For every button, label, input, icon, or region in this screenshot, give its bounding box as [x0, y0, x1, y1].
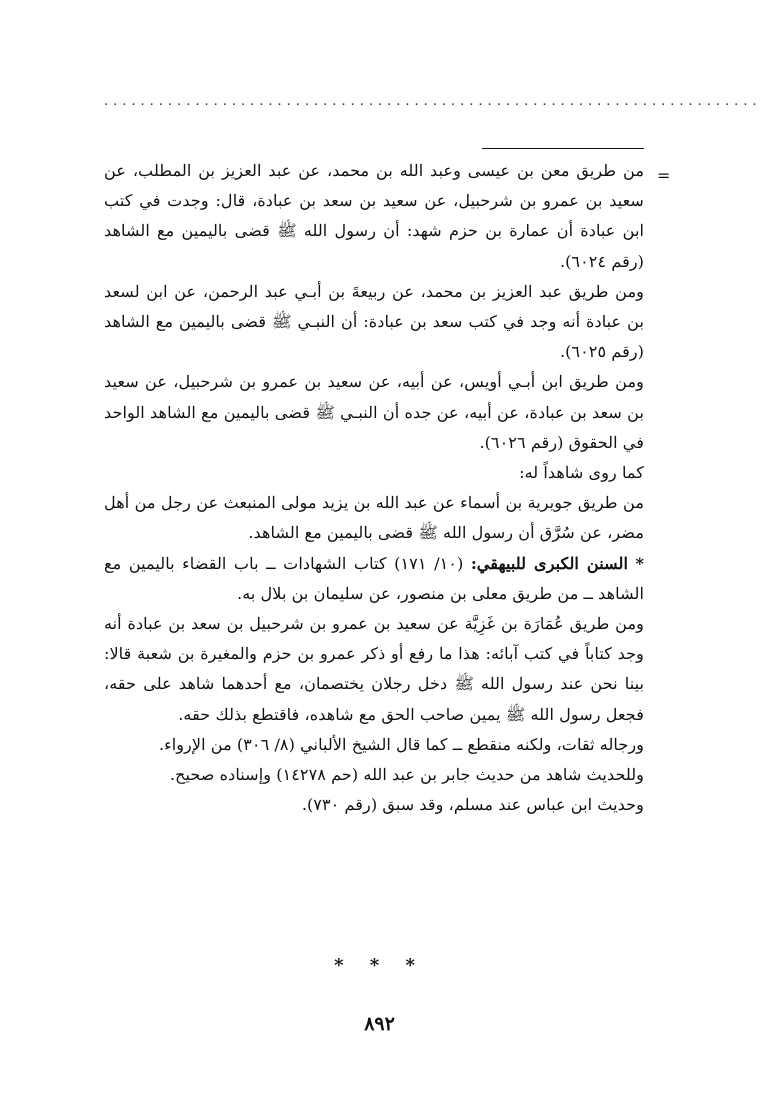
paragraph: من طريق معن بن عيسى وعبد الله بن محمد، عن عبد العزيز بن المطلب، عن سعيد بن عمرو بن شرحبيل، عن سعيد بن سعد بن عبادة، قال: وجدت في كتب ابن عبادة أن عمارة بن حزم شهد: أن رسول الله ﷺ قضى باليمين مع الشاهد (رقم ٦٠٢٤). — [104, 161, 644, 271]
paragraph: ورجاله ثقات، ولكنه منقطع ــ كما قال الشيخ الألباني (٨/ ٣٠٦) من الإرواء. — [158, 734, 644, 754]
source-citation — [104, 549, 644, 609]
header-dotted-line: ........................................................................ — [104, 94, 762, 109]
footnote-body — [104, 156, 644, 820]
source-marker: * — [635, 553, 644, 573]
paragraph: وحديث ابن عباس عند مسلم، وقد سبق (رقم ٧٣٠). — [301, 795, 644, 815]
page-number: ٨٩٢ — [364, 1013, 395, 1035]
section-separator: * * * — [334, 955, 425, 976]
paragraph: ومن طريق عبد العزيز بن محمد، عن ربيعةَ بن أبـي عبد الرحمن، عن ابن لسعد بن عبادة أنه وجد في كتب سعد بن عبادة: أن النبـي ﷺ قضى باليمين مع الشاهد (رقم ٦٠٢٥). — [104, 281, 644, 362]
footnote-rule — [482, 148, 644, 149]
continuation-mark: = — [657, 166, 671, 185]
paragraph: ومن طريق عُمَارَة بن غَزِيَّة عن سعيد بن عمرو بن شرحبيل بن سعد بن عبادة أنه وجد كتاباً في كتب آبائه: هذا ما رفع أو ذكر عمرو بن حزم والمغيرة بن شعبة قالا: بينا نحن عند رسول الله ﷺ دخل رجلان يختصمان، مع أحدهما شاهد على حقه، فجعل رسول الله ﷺ يمين صاحب الحق مع شاهده، فاقتطع بذلك حقه. — [104, 614, 644, 724]
paragraph: كما روى شاهداً له: — [519, 463, 644, 483]
paragraph: ومن طريق ابن أبـي أويس، عن أبيه، عن سعيد بن عمرو بن شرحبيل، عن سعيد بن سعد بن عبادة، عن أبيه، عن جده أن النبـي ﷺ قضى باليمين مع الشاهد الواحد في الحقوق (رقم ٦٠٢٦). — [104, 372, 644, 452]
paragraph: من طريق جويرية بن أسماء عن عبد الله بن يزيد مولى المنبعث عن رجل من أهل مضر، عن سُرَّق أن رسول الله ﷺ قضى باليمين مع الشاهد. — [104, 493, 644, 543]
source-title: السنن الكبرى للبيهقي: — [470, 553, 628, 573]
source-detail: (١٠/ ١٧١) كتاب الشهادات ــ باب القضاء باليمين مع الشاهد ــ من طريق معلى بن منصور، عن سليمان بن بلال به. — [104, 553, 644, 603]
paragraph: وللحديث شاهد من حديث جابر بن عبد الله (حم ١٤٢٧٨) وإسناده صحيح. — [169, 765, 644, 785]
